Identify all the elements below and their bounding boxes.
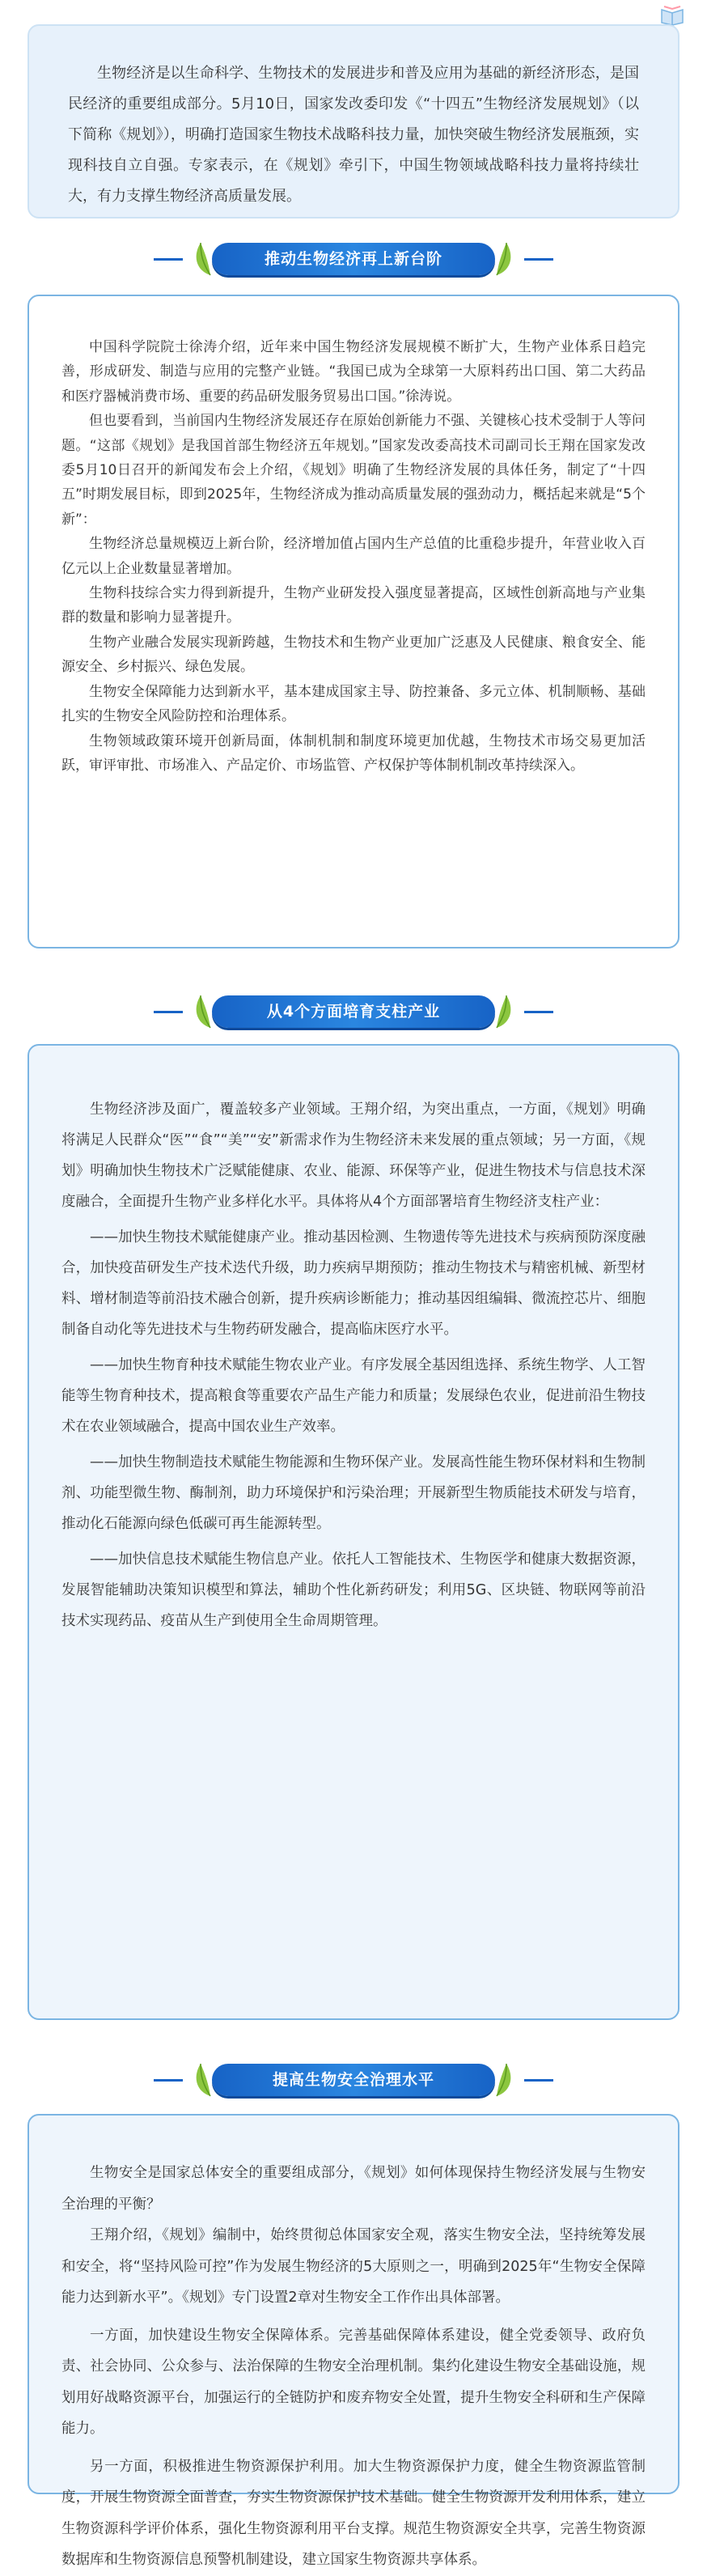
heading-dash-right — [524, 1011, 553, 1013]
leaf-icon — [189, 2059, 212, 2101]
heading-dash-left — [154, 258, 183, 261]
body-paragraph: 中国科学院院士徐涛介绍，近年来中国生物经济发展规模不断扩大，生物产业体系日趋完善，形成研发、制造与应用的完整产业链。“我国已成为全球第一大原料药出口国、第二大药品和医疗器械消费市场、重要的药品研发服务贸易出口国。”徐涛说。 — [61, 339, 646, 405]
section-3-card — [28, 2114, 679, 2568]
book-icon — [660, 5, 684, 26]
heading-title: 提高生物安全治理水平 — [272, 2071, 434, 2089]
body-paragraph: 一方面，加快建设生物安全保障体系。完善基础保障体系建设，健全党委领导、政府负责、社会协同、公众参与、法治保障的生物安全治理机制。集约化建设生物安全基础设施，规划用好战略资源平台，加强运行的全链防护和废弃物安全处置，提升生物安全科研和生产保障能力。 — [61, 2327, 646, 2437]
heading-title: 从4个方面培育支柱产业 — [266, 1003, 441, 1021]
leaf-icon — [495, 2059, 518, 2101]
intro-card — [28, 24, 679, 219]
intro-paragraph: 生物经济是以生命科学、生物技术的发展进步和普及应用为基础的新经济形态，是国民经济的重要组成部分。5月10日，国家发改委印发《“十四五”生物经济发展规划》（以下简称《规划》），明确打造国家生物技术战略科技力量，加快突破生物经济发展瓶颈，实现科技自立自强。专家表示，在《规划》牵引下，中国生物领域战略科技力量将持续壮大，有力支撑生物经济高质量发展。 — [68, 65, 639, 205]
heading-pill — [212, 995, 495, 1028]
leaf-icon — [189, 991, 212, 1033]
body-paragraph: 生物安全保障能力达到新水平，基本建成国家主导、防控兼备、多元立体、机制顺畅、基础扎实的生物安全风险防控和治理体系。 — [61, 683, 646, 725]
heading-dash-right — [524, 258, 553, 261]
section-heading-2 — [0, 987, 707, 1036]
leaf-icon — [495, 238, 518, 280]
section-heading-3 — [0, 2056, 707, 2104]
heading-dash-left — [154, 1011, 183, 1013]
body-paragraph: 生物领域政策环境开创新局面，体制机制和制度环境更加优越，生物技术市场交易更加活跃，审评审批、市场准入、产品定价、市场监管、产权保护等体制机制改革持续深入。 — [61, 732, 646, 774]
heading-pill — [212, 243, 495, 275]
body-paragraph: 但也要看到，当前国内生物经济发展还存在原始创新能力不强、关键核心技术受制于人等问题。“这部《规划》是我国首部生物经济五年规划。”国家发改委高技术司副司长王翔在国家发改委5月10日召开的新闻发布会上介绍，《规划》明确了生物经济发展的具体任务，制定了“十四五”时期发展目标，即到2025年，生物经济成为推动高质量发展的强劲动力，概括起来就是“5个新”： — [61, 413, 646, 528]
body-paragraph: 生物安全是国家总体安全的重要组成部分，《规划》如何体现保持生物经济发展与生物安全治理的平衡？ — [61, 2165, 646, 2213]
section-1-card — [28, 295, 679, 948]
leaf-icon — [189, 238, 212, 280]
body-paragraph: 王翔介绍，《规划》编制中，始终贯彻总体国家安全观，落实生物安全法，坚持统筹发展和安全，将“坚持风险可控”作为发展生物经济的5大原则之一，明确到2025年“生物安全保障能力达到新水平”。《规划》专门设置2章对生物安全工作作出具体部署。 — [61, 2227, 646, 2306]
heading-pill — [212, 2064, 495, 2096]
body-paragraph: 另一方面，积极推进生物资源保护利用。加大生物资源保护力度，健全生物资源监管制度，开展生物资源全面普查，夯实生物资源保护技术基础。健全生物资源开发利用体系，建立生物资源科学评价体系，强化生物资源利用平台支撑。规范生物资源安全共享，完善生物资源数据库和生物资源信息预警机制建设，建立国家生物资源共享体系。 — [61, 2458, 646, 2568]
body-paragraph: 生物经济涉及面广，覆盖较多产业领域。王翔介绍，为突出重点，一方面，《规划》明确将满足人民群众“医”“食”“美”“安”新需求作为生物经济未来发展的重点领域；另一方面，《规划》明确加快生物技术广泛赋能健康、农业、能源、环保等产业，促进生物技术与信息技术深度融合，全面提升生物产业多样化水平。具体将从4个方面部署培育生物经济支柱产业： — [61, 1101, 646, 1210]
body-paragraph: ——加快信息技术赋能生物信息产业。依托人工智能技术、生物医学和健康大数据资源，发展智能辅助决策知识模型和算法，辅助个性化新药研发；利用5G、区块链、物联网等前沿技术实现药品、疫苗从生产到使用全生命周期管理。 — [61, 1551, 646, 1629]
body-paragraph: ——加快生物制造技术赋能生物能源和生物环保产业。发展高性能生物环保材料和生物制剂、功能型微生物、酶制剂，助力环境保护和污染治理；开展新型生物质能技术研发与培育，推动化石能源向绿色低碳可再生能源转型。 — [61, 1454, 646, 1532]
body-paragraph: 生物经济总量规模迈上新台阶，经济增加值占国内生产总值的比重稳步提升，年营业收入百亿元以上企业数量显著增加。 — [61, 536, 646, 577]
heading-dash-right — [524, 2079, 553, 2082]
heading-title: 推动生物经济再上新台阶 — [264, 250, 442, 268]
heading-dash-left — [154, 2079, 183, 2082]
section-2-card — [28, 1044, 679, 2020]
body-paragraph: ——加快生物技术赋能健康产业。推动基因检测、生物遗传等先进技术与疾病预防深度融合，加快疫苗研发生产技术迭代升级，助力疾病早期预防；推动生物技术与精密机械、新型材料、增材制造等前沿技术融合创新，提升疾病诊断能力；推动基因组编辑、微流控芯片、细胞制备自动化等先进技术与生物药研发融合，提高临床医疗水平。 — [61, 1229, 646, 1338]
body-paragraph: 生物产业融合发展实现新跨越，生物技术和生物产业更加广泛惠及人民健康、粮食安全、能源安全、乡村振兴、绿色发展。 — [61, 634, 646, 676]
body-paragraph: ——加快生物育种技术赋能生物农业产业。有序发展全基因组选择、系统生物学、人工智能等生物育种技术，提高粮食等重要农产品生产能力和质量；发展绿色农业，促进前沿生物技术在农业领域融合，提高中国农业生产效率。 — [61, 1357, 646, 1435]
leaf-icon — [495, 991, 518, 1033]
body-paragraph: 生物科技综合实力得到新提升，生物产业研发投入强度显著提高，区域性创新高地与产业集群的数量和影响力显著提升。 — [61, 585, 646, 626]
section-heading-1 — [0, 235, 707, 283]
